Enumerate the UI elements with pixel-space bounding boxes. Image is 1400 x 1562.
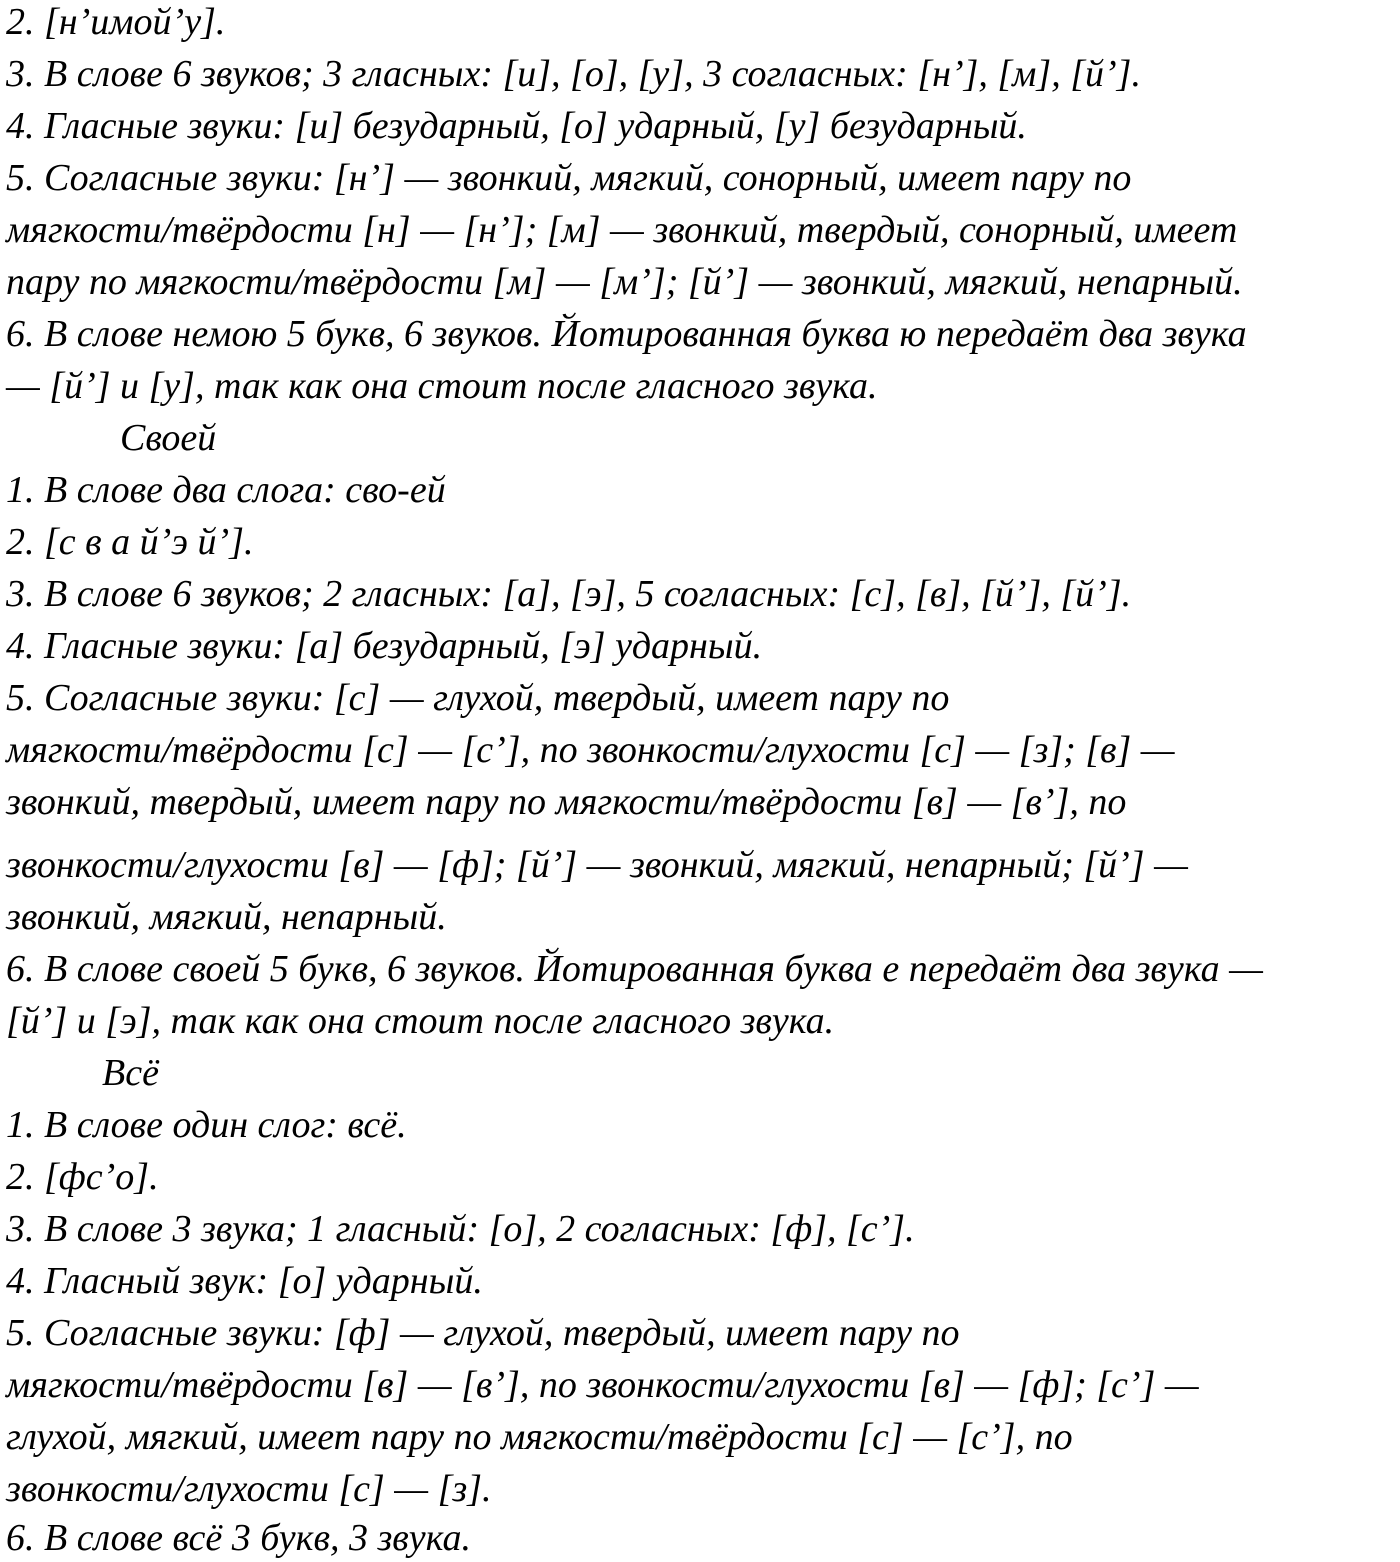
text-line: 5. Согласные звуки: [ф] — глухой, твердый, имеет пару по xyxy=(6,1312,960,1354)
text-line: звонкости/глухости [в] — [ф]; [й’] — звонкий, мягкий, непарный; [й’] — xyxy=(6,844,1188,886)
word-heading: Всё xyxy=(102,1052,159,1094)
text-line: 3. В слове 6 звуков; 2 гласных: [а], [э], 5 согласных: [с], [в], [й’], [й’]. xyxy=(6,573,1132,615)
text-line: 1. В слове один слог: всё. xyxy=(6,1104,407,1146)
text-line: мягкости/твёрдости [в] — [в’], по звонкости/глухости [в] — [ф]; [с’] — xyxy=(6,1364,1199,1406)
text-line: 3. В слове 6 звуков; 3 гласных: [и], [о], [у], 3 согласных: [н’], [м], [й’]. xyxy=(6,53,1141,95)
text-line: 2. [фс’о]. xyxy=(6,1156,159,1198)
text-line: 5. Согласные звуки: [с] — глухой, твердый, имеет пару по xyxy=(6,677,950,719)
text-line: пару по мягкости/твёрдости [м] — [м’]; [й’] — звонкий, мягкий, непарный. xyxy=(6,261,1243,303)
text-line: 4. Гласный звук: [о] ударный. xyxy=(6,1260,483,1302)
text-line: 2. [н’имой’у]. xyxy=(6,1,226,43)
text-line: глухой, мягкий, имеет пару по мягкости/твёрдости [с] — [с’], по xyxy=(6,1416,1073,1458)
text-line: 6. В слове своей 5 букв, 6 звуков. Йотированная буква е передаёт два звука — xyxy=(6,948,1263,990)
text-line: мягкости/твёрдости [н] — [н’]; [м] — звонкий, твердый, сонорный, имеет xyxy=(6,209,1238,251)
text-line: мягкости/твёрдости [с] — [с’], по звонкости/глухости [с] — [з]; [в] — xyxy=(6,729,1175,771)
text-line: 4. Гласные звуки: [и] безударный, [о] ударный, [у] безударный. xyxy=(6,105,1027,147)
text-line: — [й’] и [у], так как она стоит после гласного звука. xyxy=(6,365,878,407)
text-line: 3. В слове 3 звука; 1 гласный: [о], 2 согласных: [ф], [с’]. xyxy=(6,1208,915,1250)
text-line: звонкий, твердый, имеет пару по мягкости/твёрдости [в] — [в’], по xyxy=(6,781,1127,823)
text-line: 1. В слове два слога: сво-ей xyxy=(6,469,446,511)
text-line: 4. Гласные звуки: [а] безударный, [э] ударный. xyxy=(6,625,763,667)
text-line: [й’] и [э], так как она стоит после гласного звука. xyxy=(6,1000,835,1042)
text-line: 2. [с в а й’э й’]. xyxy=(6,521,254,563)
text-line: звонкий, мягкий, непарный. xyxy=(6,896,447,938)
text-line: 6. В слове немою 5 букв, 6 звуков. Йотированная буква ю передаёт два звука xyxy=(6,313,1247,355)
text-line: звонкости/глухости [с] — [з]. xyxy=(6,1468,492,1510)
text-line: 6. В слове всё 3 букв, 3 звука. xyxy=(6,1517,471,1559)
text-line: 5. Согласные звуки: [н’] — звонкий, мягкий, сонорный, имеет пару по xyxy=(6,157,1132,199)
word-heading: Своей xyxy=(120,417,217,459)
